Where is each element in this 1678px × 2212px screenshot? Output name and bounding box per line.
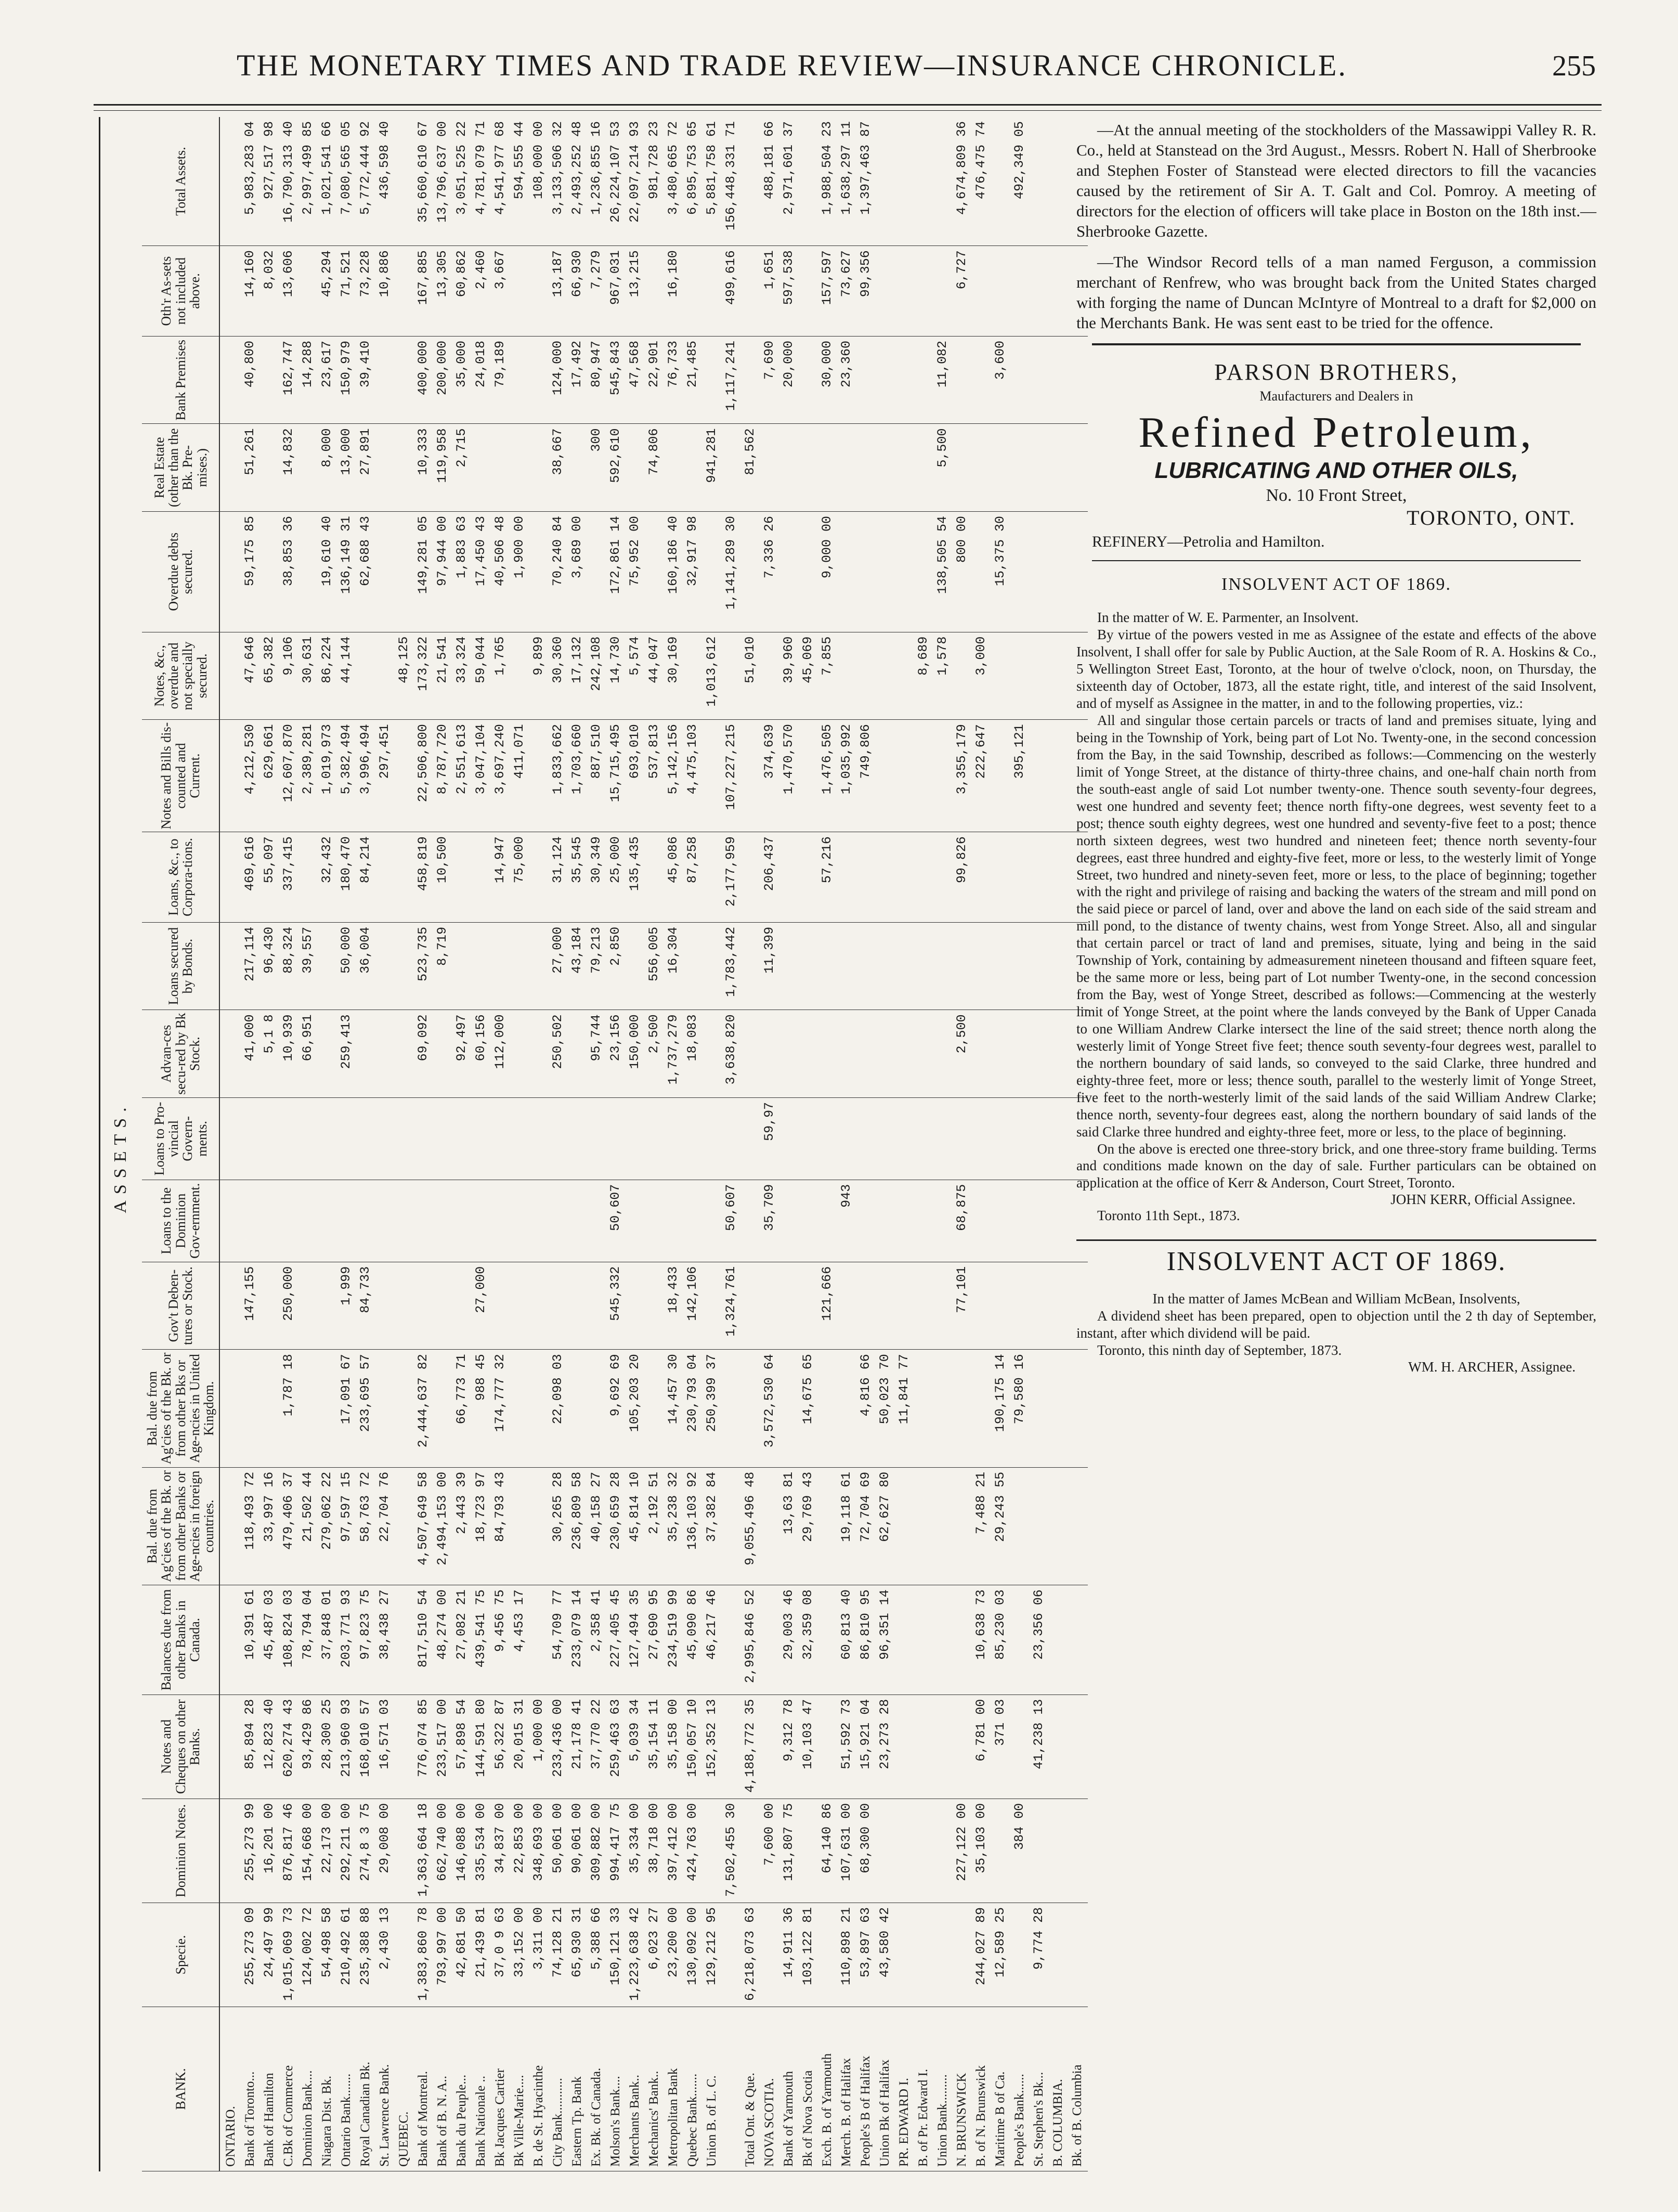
column-header: Bal. due from Ag'cies of the Bk. or from other Bks or Age-ncies in United Kingdom.: [142, 1350, 219, 1467]
right-column: [1076, 120, 1596, 1375]
balances-canada-column: 10,391 61 45,487 03 108,824 03 78,794 04 37,848 01 203,771 93 97,823 75 38,438 27 817,510 54 48,274 00 27,082 21 439,541 75 9,456 75 4,453 17 54,709 77 233,079 14 2,358 41 227,405 45 127,494 35 27,690 95 234,519 99 45,090 86 46,217 46 2,995,846 52 29,003 46 32,359 08 60,813 40 86,810 95 96,351 14 10,638 73 85,230 03 23,356 06: [219, 1585, 1088, 1695]
notice-signature: JOHN KERR, Official Assignee.: [1390, 1192, 1576, 1208]
assets-header-row: [142, 117, 219, 2171]
news-item-massawippi: —At the annual meeting of the stockholders of the Massawippi Valley R. R. Co., held at Stanstead on the 3rd August., Messrs. Robert N. Hall of Sherbrooke and Stephen Foster of Stanstead were elected directors to fill the vacancies caused by the retirement of Sir A. T. Galt and Col. Pomroy. A meeting of directors for the election of officers will take place in Boston on the 18th inst.—Sherbrooke Gazette.: [1076, 121, 1596, 241]
column-header: BANK.: [142, 2007, 219, 2171]
real-estate-column: 51,261 14,832 8,000 13,000 27,891 10,333 119,958 2,715 38,667 300 592,610 74,806 941,281 81,562 5,500: [219, 424, 1088, 512]
news-item-windsor-record: —The Windsor Record tells of a man named Ferguson, a commission merchant of Renfrew, who was brought back from the United States charged with forging the name of Duncan McIntyre of Montreal to a draft for $2,000 on the Merchants Bank. He was sent east to be tried for the offence.: [1076, 253, 1596, 332]
section-divider: [1092, 560, 1581, 561]
insolvent-notice-parmenter: [1076, 575, 1596, 1224]
assets-table-rotated: [100, 117, 1085, 2171]
column-header: Loans to the Dominion Gov-ernment.: [142, 1180, 219, 1262]
column-header: Gov't Deben-tures or Stock.: [142, 1262, 219, 1350]
assets-body-row: [219, 117, 1088, 2171]
advances-stock-column: 41,000 5,1 8 10,939 66,951 259,413 69,092 92,497 60,156 112,000 250,502 95,744 23,156 150,000 2,500 1,737,279 18,083 3,638,820 2,500: [219, 1010, 1088, 1098]
notice-date: Toronto 11th Sept., 1873.: [1097, 1208, 1240, 1224]
notes-overdue-column: 47,646 65,382 9,106 30,631 86,224 44,144 48,125 173,322 21,541 33,324 59,044 1,765 9,899 30,360 17,132 242,108 14,730 5,574 44,047 30,169 1,013,612 51,010 39,960 45,069 7,855 8,689 1,578 3,000: [219, 632, 1088, 720]
advert-oils: LUBRICATING AND OTHER OILS,: [1154, 458, 1518, 484]
page-title: THE MONETARY TIMES AND TRADE REVIEW—INSURANCE CHRONICLE.: [237, 48, 1347, 82]
dominion-notes-column: 255,273 99 16,201 00 876,817 46 154,668 00 22,173 00 292,211 00 274,8 3 75 29,008 00 1,363,664 18 662,740 00 146,088 00 335,534 00 34,837 00 22,853 00 348,693 00 50,061 00 90,061 00 309,882 00 994,417 75 35,334 00 38,718 00 397,412 00 424,763 00 7,502,455 30 7,600 00 131,807 75 64,140 86 107,631 00 68,300 00 227,122 00 35,103 00 384 00: [219, 1799, 1088, 1903]
column-header: Notes and Cheques on other Banks.: [142, 1694, 219, 1799]
column-header: Overdue debts secured.: [142, 511, 219, 632]
loans-dominion-column: 50,607 50,607 35,709 943 68,875: [219, 1180, 1088, 1262]
assets-table-title: ASSETS.: [111, 1101, 130, 1213]
assets-table-panel: [99, 117, 1085, 2171]
column-header: Oth'r As-sets not included above.: [142, 246, 219, 337]
specie-column: 255,273 09 24,497 99 1,015,069 73 124,002 72 54,498 58 210,492 61 235,388 88 2,430 13 1,383,860 78 793,997 00 42,681 50 21,439 81 37,0 9 63 33,152 00 3,311 00 74,128 21 65,930 31 5,388 66 150,121 33 1,223,638 42 6,023 27 23,200 00 130,092 00 129,212 95 6,218,073 63 14,911 36 103,122 81 110,898 21 53,897 63 43,580 42 244,027 89 12,589 25 9,774 28: [219, 1903, 1088, 2007]
page-header: [0, 0, 1678, 112]
column-header: Loans secured by Bonds.: [142, 922, 219, 1010]
section-divider: [1092, 343, 1581, 345]
notice-matter: In the matter of James McBean and William McBean, Insolvents,: [1152, 1291, 1520, 1307]
notice-body: All and singular those certain parcels or tracts of land and premises situate, lying and being in the Township of York, being part of Lot No. Twenty-one, in the second concession from the Bay, in the said Township, described as follows:—Commencing on the westerly limit of Yonge Street, at the distance of thirty-three chains, and one-half chain north from the south-east angle of said Lot number twenty-one. Thence south seventy-four degrees, west one hundred and seventy feet; thence north fifty-one degrees, west seventy feet to a post; thence south eighty degrees, west one hundred and seventy-five feet to a post; thence north sixteen degrees, west two hundred and nineteen feet; thence north seventy-four degrees, east three hundred and eighty-five feet, more or less, to the westerly limit of Yonge Street, two hundred and ninety-seven feet, more or less, to the place of beginning; together with the right and privilege of raising and backing the waters of the stream and mill pond on the said piece or parcel of land, over and above the land on each side of the said stream and mill pond, to the distance of twenty chains, west from Yonge Street. Also, all and singular that certain parcel or tract of land and premises, situate, lying and being in the said Township of York, containing by admeasurement nineteen thousand and fifteen square feet, be the same more or less, being part of Lot number Twenty-one, in the second concession from the Bay, west of Yonge Street, described as follows:—Commencing at the westerly limit of Yonge Street, at the point where the lands conveyed by the Bank of Upper Canada to one William Andrew Clarke intersect the line of the said street; thence north along the westerly limit of Yonge Street five feet; thence south seventy-four degrees west, parallel to the northern boundary of said lands, so conveyed to the said Clarke, three hundred and eighty-three feet, more or less; thence south, parallel to the westerly limit of Yonge Street, five feet to the north-westerly limit of the said lands of the said William Andrew Clarke; thence north, seventy-four degrees east, along the northern boundary of said lands of the said Clarke three hundred and eighty-three feet, more or less, to the place of beginning.: [1076, 713, 1596, 1140]
notes-discounted-column: 4,212,530 629,661 12,607,870 2,389,281 1,019,973 5,382,494 3,996,494 297,451 22,506,800 8,787,720 2,551,613 3,047,104 3,697,240 411,071 1,833,662 1,703,660 887,510 15,715,495 693,010 537,813 5,142,156 4,475,103 107,227,215 374,639 1,470,570 1,476,505 1,035,992 749,806 3,355,179 222,647 395,121: [219, 720, 1088, 832]
column-header: Advan-ces secu-red by Bk Stock.: [142, 1010, 219, 1098]
advert-company: PARSON BROTHERS,: [1214, 359, 1459, 385]
page-number: 255: [1552, 50, 1596, 82]
column-header: Notes and Bills dis-counted and Current.: [142, 720, 219, 832]
notes-cheques-column: 85,894 28 12,823 40 620,274 43 93,429 86 28,300 25 213,960 93 168,010 57 16,571 03 776,074 85 233,517 00 57,898 54 144,591 80 56,322 87 20,015 31 1,000 00 233,436 00 21,178 41 37,770 22 259,463 63 5,039 34 35,154 11 35,158 00 150,057 10 152,352 13 4,188,772 35 9,312 78 10,103 47 51,592 73 15,921 04 23,273 28 6,781 00 371 03 41,238 13: [219, 1694, 1088, 1799]
loans-corporations-column: 469,616 55,097 337,415 32,432 180,470 84,214 458,819 10,500 14,947 75,000 31,124 35,545 30,349 25,000 135,435 45,086 87,258 2,177,959 206,437 57,216 99,826: [219, 832, 1088, 923]
header-rule-thin: [94, 110, 1602, 111]
bank-premises-column: 40,800 162,747 14,288 23,617 150,979 39,410 400,000 200,000 35,000 24,018 79,189 124,000 17,492 80,947 545,843 47,568 22,901 76,733 21,485 1,117,241 7,690 20,000 30,000 23,360 11,082 3,600: [219, 336, 1088, 424]
advert-refinery: REFINERY—Petrolia and Hamilton.: [1092, 533, 1325, 551]
balances-foreign-column: 118,493 72 33,997 16 479,406 37 21,502 44 279,062 22 97,597 15 58,763 72 22,704 76 4,507,649 58 2,494,153 00 2,443 39 18,723 97 84,793 43 30,265 28 236,809 58 40,158 27 230,659 28 45,814 10 2,192 51 35,238 32 136,103 92 37,382 84 9,055,496 48 13,63 81 29,769 43 19,118 61 72,704 69 62,627 80 7,488 21 29,243 55: [219, 1467, 1088, 1585]
column-header: Bal. due from Ag'cies of the Bk. or from other Banks or Age-ncies in foreign countries.: [142, 1467, 219, 1585]
assets-table: [142, 117, 1088, 2171]
column-header: Bank Premises: [142, 336, 219, 424]
notice-body: A dividend sheet has been prepared, open to objection until the 2 th day of September, instant, after which dividend will be paid.: [1076, 1308, 1596, 1341]
notice-matter: In the matter of W. E. Parmenter, an Insolvent.: [1097, 610, 1359, 626]
column-header: Notes, &c., overdue and not specially secured.: [142, 632, 219, 720]
column-header: Loans to Pro-vincial Govern-ments.: [142, 1097, 219, 1180]
other-assets-column: 14,160 8,032 13,606 45,294 71,521 73,228 10,886 167,885 13,305 60,862 2,460 3,667 13,187 66,930 7,279 967,031 13,215 16,180 499,616 1,651 597,538 157,597 73,627 99,356 6,727: [219, 246, 1088, 337]
column-header: Balances due from other Banks in Canada.: [142, 1585, 219, 1695]
balances-uk-column: 1,787 18 17,091 67 233,695 57 2,444,637 82 66,773 71 988 45 174,777 32 22,098 03 9,692 69 105,203 20 14,457 30 230,793 04 250,399 37 3,572,530 64 14,675 65 4,816 66 50,023 70 11,841 77 190,175 14 79,580 16: [219, 1350, 1088, 1467]
notice-signature: WM. H. ARCHER, Assignee.: [1408, 1359, 1576, 1375]
insolvent-notice-mcbean: [1076, 1239, 1596, 1375]
govt-debentures-column: 147,155 250,000 1,999 84,733 27,000 545,332 18,433 142,106 1,324,761 121,666 77,101: [219, 1262, 1088, 1350]
total-assets-column: 5,983,283 04 927,517 98 16,790,313 40 2,997,499 85 1,021,541 66 7,080,565 05 5,772,444 92 436,598 40 35,660,610 67 13,796,637 00 3,051,525 22 4,781,079 71 4,541,977 68 594,555 44 108,000 00 3,133,506 32 2,493,252 48 1,236,855 16 26,224,107 53 22,097,214 93 981,728 23 3,480,665 72 6,895,753 65 5,881,758 61 156,448,331 71 488,181 66 2,971,601 37 1,988,504 23 1,638,297 11 1,397,463 87 4,674,809 36 476,475 74 492,349 05: [219, 117, 1088, 246]
notice-date: Toronto, this ninth day of September, 1873.: [1097, 1342, 1342, 1359]
loans-provincial-column: 59,97: [219, 1097, 1088, 1180]
column-header: Total Assets.: [142, 117, 219, 246]
advert-address: No. 10 Front Street,: [1266, 486, 1407, 506]
header-rule: [94, 104, 1602, 106]
advert-product: Refined Petroleum,: [1138, 408, 1534, 457]
advert-city: TORONTO, ONT.: [1407, 506, 1576, 530]
column-header: Real Estate (other than the Bk. Pre-mises.): [142, 424, 219, 512]
notice-body: On the above is erected one three-story brick, and one three-story frame building. Terms and conditions made known on the day of sale. Further particulars can be obtained on application at the office of Kerr & Anderson, Court Street, Toronto.: [1076, 1141, 1596, 1191]
advert-subtitle: Maufacturers and Dealers in: [1259, 389, 1413, 404]
column-header: Dominion Notes.: [142, 1799, 219, 1903]
column-header: Specie.: [142, 1903, 219, 2007]
column-header: Loans, &c., to Corpora-tions.: [142, 832, 219, 923]
loans-bonds-column: 217,114 96,430 88,324 39,557 50,000 36,004 523,735 8,719 27,000 43,184 79,213 2,850 556,005 16,304 1,783,442 11,399: [219, 922, 1088, 1010]
notice-heading: INSOLVENT ACT OF 1869.: [1221, 575, 1451, 594]
notice-body: By virtue of the powers vested in me as Assignee of the estate and effects of the above Insolvent, I shall offer for sale by Public Auction, at the Sale Room of R. A. Hoskins & Co., 5 Wellington Street East, Toronto, at the hour of twelve o'clock, noon, on Thursday, the sixteenth day of October, 1873, all the estate right, title, and interest of the said Insolvent, and of myself as Assignee in the matter, in and to the following properties, viz.:: [1076, 627, 1596, 712]
bank-names-column: ONTARIO. Bank of Toronto... Bank of Hamilton C.Bk of Commerce Dominion Bank.... Niagara Dist. Bk. Ontario Bank....... Royal Canadian Bk. St. Lawrence Bank. QUEBEC. Bank of Montreal. Bank of B. N. A.. Bank du Peuple... Bank Nationale .. Bk Jacques Cartier Bk Ville-Marie.... B. de St. Hyacinthe City Bank........... Eastern Tp. Bank Ex. Bk. of Canada. Molson's Bank.... Merchants Bank.. Mechanics' Bank.. Metropolitan Bank Quebec Bank....... Union B. of L. C. Total Ont. & Que. NOVA SCOTIA. Bank of Yarmouth Bk of Nova Scotia Exch. B. of Yarmouth Merch. B. of Halifax People's B of Halifax Union Bk of Halifax PR. EDWARD I. B. of Pr. Edward I. Union Bank......... N. BRUNSWICK B. of N. Brunswick Maritime B of Ca. People's Bank...... St. Stephen's Bk... B. COLUMBIA. Bk. of B. Columbia: [219, 2007, 1088, 2171]
parson-brothers-advert: [1076, 359, 1596, 551]
overdue-secured-column: 59,175 85 38,853 36 19,610 40 136,149 31 62,688 43 149,281 05 97,944 00 1,883 63 17,450 43 40,506 48 1,900 00 70,240 84 3,689 00 172,861 14 75,952 00 160,186 40 32,917 98 1,141,289 30 7,336 26 9,000 00 138,505 54 800 00 15,375 30: [219, 511, 1088, 632]
notice-heading: INSOLVENT ACT OF 1869.: [1076, 1239, 1596, 1277]
